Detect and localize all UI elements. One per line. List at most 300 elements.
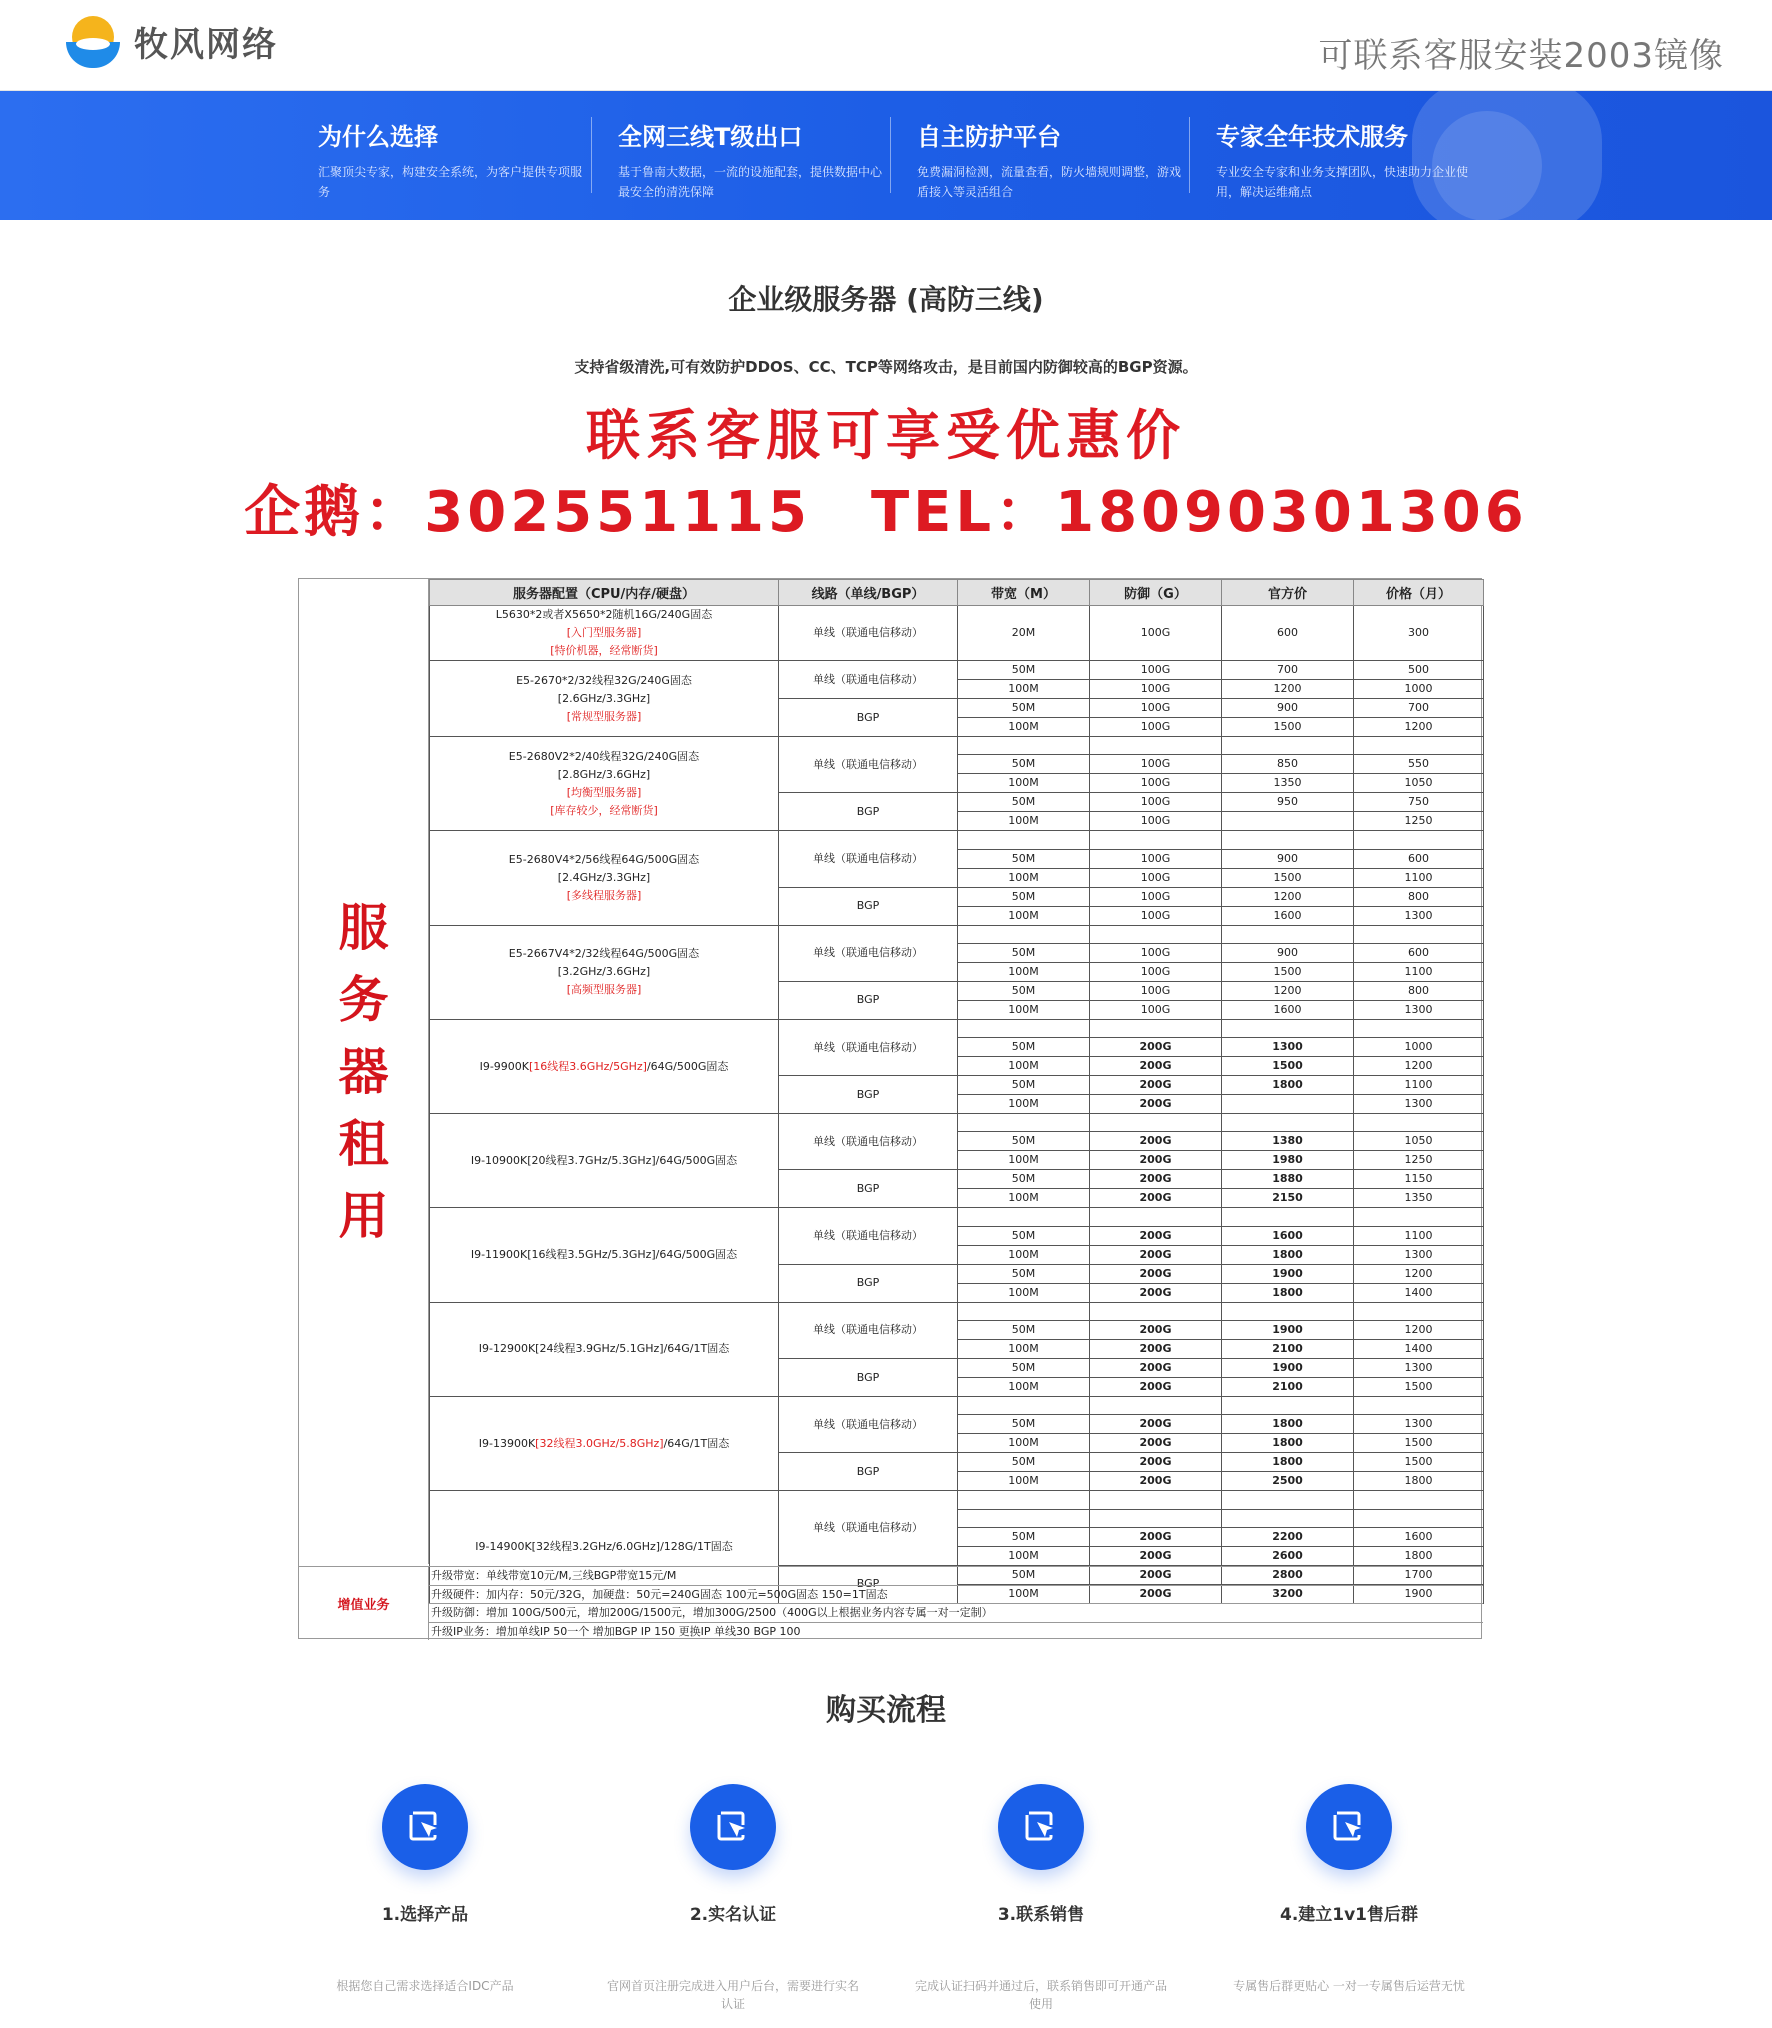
monthly-price: 1100 (1354, 1076, 1484, 1095)
bandwidth: 50M (958, 887, 1090, 906)
monthly-price: 500 (1354, 661, 1484, 680)
site-logo[interactable] (66, 14, 278, 68)
official-price: 850 (1222, 755, 1354, 774)
feature-desc: 汇聚顶尖专家，构建安全系统，为客户提供专项服务 (318, 165, 583, 199)
config-line: E5-2667V4*2/32线程64G/500G固态 (508, 947, 700, 961)
defense: 200G (1090, 1283, 1222, 1302)
defense (1090, 1019, 1222, 1037)
config-line: [3.2GHz/3.6GHz] (557, 965, 651, 979)
monthly-price: 1800 (1354, 1546, 1484, 1565)
process-step (270, 1784, 580, 1995)
monthly-price: 1200 (1354, 1057, 1484, 1076)
config-line: I9-14900K[32线程3.2GHz/6.0GHz]/128G/1T固态 (475, 1540, 733, 1554)
value-added-services (429, 1566, 1483, 1641)
defense: 200G (1090, 1038, 1222, 1057)
server-config (430, 1019, 779, 1113)
monthly-price: 1300 (1354, 1245, 1484, 1264)
step-button[interactable] (1306, 1784, 1392, 1870)
bandwidth: 50M (958, 1453, 1090, 1472)
monthly-price: 1300 (1354, 1415, 1484, 1434)
column-header: 带宽（M） (958, 580, 1090, 606)
monthly-price (1354, 831, 1484, 849)
feature-expert (1216, 117, 1486, 202)
bandwidth: 50M (958, 1226, 1090, 1245)
monthly-price: 1050 (1354, 1132, 1484, 1151)
bandwidth: 100M (958, 1584, 1090, 1603)
bandwidth: 100M (958, 1000, 1090, 1019)
defense: 200G (1090, 1057, 1222, 1076)
defense: 100G (1090, 755, 1222, 774)
vas-item: 升级IP业务：增加单线IP 50一个 增加BGP IP 150 更换IP 单线30 BGP 100 (431, 1624, 801, 1638)
defense: 100G (1090, 661, 1222, 680)
bandwidth: 50M (958, 1264, 1090, 1283)
defense: 200G (1090, 1378, 1222, 1397)
table-row (430, 1114, 1484, 1132)
config-line (430, 1058, 778, 1076)
bandwidth: 50M (958, 1170, 1090, 1189)
defense: 100G (1090, 793, 1222, 812)
official-price (1222, 737, 1354, 755)
section-title: 企业级服务器 (高防三线) (728, 283, 1044, 316)
config-spec: /64G/500G固态 (646, 1059, 729, 1073)
monthly-price: 1500 (1354, 1453, 1484, 1472)
defense: 200G (1090, 1359, 1222, 1378)
step-label: 3.联系销售 (997, 1905, 1085, 1925)
official-price: 1880 (1222, 1170, 1354, 1189)
official-price: 1900 (1222, 1359, 1354, 1378)
official-price: 1900 (1222, 1321, 1354, 1340)
config-spec: /64G/1T固态 (663, 1436, 730, 1450)
monthly-price: 1200 (1354, 1321, 1484, 1340)
server-table (429, 579, 1484, 1604)
defense: 100G (1090, 606, 1222, 661)
monthly-price: 1800 (1354, 1472, 1484, 1491)
defense: 100G (1090, 849, 1222, 868)
defense (1090, 831, 1222, 849)
feature-network (618, 117, 888, 202)
bandwidth: 100M (958, 1472, 1090, 1491)
step-label: 4.建立1v1售后群 (1279, 1905, 1419, 1925)
config-line: E5-2670*2/32线程32G/240G固态 (516, 673, 692, 687)
process-step (886, 1784, 1196, 2013)
cursor-click-icon (407, 1809, 443, 1845)
server-config (430, 661, 779, 737)
column-header: 防御（G） (1090, 580, 1222, 606)
defense: 100G (1090, 699, 1222, 718)
official-price: 1900 (1222, 1264, 1354, 1283)
config-line (430, 1435, 778, 1453)
bandwidth: 50M (958, 661, 1090, 680)
bandwidth (958, 1019, 1090, 1037)
monthly-price: 1250 (1354, 1151, 1484, 1170)
tel-contact[interactable]: TEL：18090301306 (870, 480, 1528, 545)
bandwidth (958, 831, 1090, 849)
table-row (430, 1208, 1484, 1226)
monthly-price: 600 (1354, 849, 1484, 868)
config-line: [库存较少，经常断货] (550, 803, 658, 817)
config-line: E5-2680V2*2/40线程32G/240G固态 (508, 749, 700, 763)
logo-sun-icon (66, 14, 120, 68)
monthly-price: 1100 (1354, 962, 1484, 981)
defense (1090, 737, 1222, 755)
official-price: 2100 (1222, 1378, 1354, 1397)
line-single: 单线（联通电信移动） (779, 606, 958, 661)
official-price (1222, 1397, 1354, 1415)
line-bgp: BGP (779, 1170, 958, 1208)
process-title: 购买流程 (826, 1693, 946, 1728)
defense: 200G (1090, 1189, 1222, 1208)
monthly-price: 1500 (1354, 1434, 1484, 1453)
defense (1090, 1509, 1222, 1527)
server-config (430, 1114, 779, 1208)
config-line: E5-2680V4*2/56线程64G/500G固态 (508, 852, 700, 866)
official-price (1222, 925, 1354, 943)
official-price: 950 (1222, 793, 1354, 812)
bandwidth: 50M (958, 1321, 1090, 1340)
config-line: [均衡型服务器] (566, 785, 642, 799)
official-price: 1600 (1222, 1000, 1354, 1019)
monthly-price: 700 (1354, 699, 1484, 718)
config-spec: [16线程3.6GHz/5GHz] (529, 1059, 647, 1073)
defense (1090, 1397, 1222, 1415)
defense: 100G (1090, 1000, 1222, 1019)
step-desc: 官网首页注册完成进入用户后台，需要进行实名认证 (606, 1979, 859, 2011)
official-price: 1800 (1222, 1283, 1354, 1302)
column-header: 官方价 (1222, 580, 1354, 606)
defense: 100G (1090, 868, 1222, 887)
official-price: 1800 (1222, 1415, 1354, 1434)
defense: 100G (1090, 774, 1222, 793)
bandwidth (958, 1397, 1090, 1415)
bandwidth: 50M (958, 1527, 1090, 1546)
table-row (430, 661, 1484, 680)
monthly-price (1354, 1302, 1484, 1320)
config-line: I9-10900K[20线程3.7GHz/5.3GHz]/64G/500G固态 (470, 1153, 738, 1167)
feature-desc: 基于鲁南大数据，一流的设施配套，提供数据中心最安全的清洗保障 (618, 165, 883, 199)
line-single: 单线（联通电信移动） (779, 831, 958, 887)
bandwidth (958, 1302, 1090, 1320)
table-row (430, 1019, 1484, 1037)
defense (1090, 1302, 1222, 1320)
official-price: 1500 (1222, 868, 1354, 887)
official-price: 1600 (1222, 906, 1354, 925)
bandwidth: 50M (958, 981, 1090, 1000)
defense (1090, 1491, 1222, 1509)
monthly-price: 1600 (1354, 1527, 1484, 1546)
config-line: [特价机器，经常断货] (550, 644, 658, 657)
monthly-price: 1700 (1354, 1565, 1484, 1584)
bandwidth: 50M (958, 699, 1090, 718)
bandwidth: 100M (958, 1340, 1090, 1359)
cursor-click-icon (1331, 1809, 1367, 1845)
line-single: 单线（联通电信移动） (779, 1019, 958, 1075)
official-price (1222, 1509, 1354, 1527)
bandwidth: 100M (958, 1245, 1090, 1264)
server-config (430, 1302, 779, 1396)
feature-desc: 免费漏洞检测，流量查看，防火墙规则调整，游戏盾接入等灵活组合 (917, 165, 1182, 199)
official-price: 2150 (1222, 1189, 1354, 1208)
defense: 200G (1090, 1264, 1222, 1283)
divider (890, 117, 891, 193)
line-bgp: BGP (779, 793, 958, 831)
defense: 200G (1090, 1245, 1222, 1264)
monthly-price (1354, 737, 1484, 755)
monthly-price: 1000 (1354, 680, 1484, 699)
official-price: 1200 (1222, 887, 1354, 906)
official-price: 900 (1222, 943, 1354, 962)
feature-desc: 专业安全专家和业务支撑团队，快速助力企业使用，解决运维痛点 (1216, 165, 1469, 199)
defense: 100G (1090, 718, 1222, 737)
bandwidth (958, 1208, 1090, 1226)
monthly-price: 1350 (1354, 1189, 1484, 1208)
feature-title: 专家全年技术服务 (1216, 123, 1408, 151)
monthly-price: 1250 (1354, 812, 1484, 831)
monthly-price: 1300 (1354, 1359, 1484, 1378)
monthly-price: 800 (1354, 887, 1484, 906)
feature-title: 全网三线T级出口 (618, 123, 803, 151)
monthly-price (1354, 1491, 1484, 1509)
column-header: 价格（月） (1354, 580, 1484, 606)
defense: 100G (1090, 943, 1222, 962)
step-desc: 专属售后群更贴心 一对一专属售后运营无忧 (1233, 1979, 1465, 1993)
config-line: [2.6GHz/3.3GHz] (557, 691, 651, 705)
line-bgp: BGP (779, 1453, 958, 1491)
defense: 100G (1090, 680, 1222, 699)
step-desc: 根据您自己需求选择适合IDC产品 (336, 1979, 514, 1993)
official-price: 900 (1222, 699, 1354, 718)
monthly-price: 550 (1354, 755, 1484, 774)
vas-item: 升级防御：增加 100G/500元，增加200G/1500元，增加300G/2500（400G以上根据业务内容专属一对一定制） (429, 1604, 1483, 1623)
bandwidth: 50M (958, 1359, 1090, 1378)
step-button[interactable] (690, 1784, 776, 1870)
defense (1090, 1208, 1222, 1226)
defense: 100G (1090, 887, 1222, 906)
bandwidth: 50M (958, 849, 1090, 868)
line-bgp: BGP (779, 699, 958, 737)
bandwidth (958, 737, 1090, 755)
official-price (1222, 1491, 1354, 1509)
divider (591, 117, 592, 193)
bandwidth: 100M (958, 1057, 1090, 1076)
monthly-price: 1200 (1354, 718, 1484, 737)
divider (1189, 117, 1190, 193)
monthly-price (1354, 1509, 1484, 1527)
bandwidth: 50M (958, 755, 1090, 774)
monthly-price: 1400 (1354, 1283, 1484, 1302)
monthly-price: 1050 (1354, 774, 1484, 793)
monthly-price: 600 (1354, 943, 1484, 962)
line-single: 单线（联通电信移动） (779, 1491, 958, 1566)
bandwidth: 50M (958, 1565, 1090, 1584)
official-price: 700 (1222, 661, 1354, 680)
pricing-table (298, 578, 1482, 1639)
official-price: 2200 (1222, 1527, 1354, 1546)
bandwidth: 100M (958, 962, 1090, 981)
monthly-price: 1150 (1354, 1170, 1484, 1189)
bandwidth: 100M (958, 1546, 1090, 1565)
promo-text: 联系客服可享受优惠价 (586, 404, 1186, 467)
defense: 200G (1090, 1546, 1222, 1565)
column-header: 线路（单线/BGP） (779, 580, 958, 606)
process-step (1194, 1784, 1504, 1995)
official-price (1222, 1302, 1354, 1320)
defense: 200G (1090, 1453, 1222, 1472)
defense: 200G (1090, 1321, 1222, 1340)
official-price: 2800 (1222, 1565, 1354, 1584)
defense: 200G (1090, 1076, 1222, 1095)
server-config (430, 1208, 779, 1302)
site-header (0, 0, 1772, 91)
monthly-price (1354, 1114, 1484, 1132)
table-row (430, 1302, 1484, 1320)
line-bgp: BGP (779, 981, 958, 1019)
official-price (1222, 1095, 1354, 1114)
defense: 200G (1090, 1565, 1222, 1584)
server-config (430, 606, 779, 661)
bandwidth: 100M (958, 718, 1090, 737)
step-button[interactable] (382, 1784, 468, 1870)
defense: 100G (1090, 962, 1222, 981)
bandwidth: 50M (958, 1132, 1090, 1151)
monthly-price: 1100 (1354, 1226, 1484, 1245)
defense: 200G (1090, 1132, 1222, 1151)
monthly-price (1354, 1208, 1484, 1226)
bandwidth: 100M (958, 868, 1090, 887)
bandwidth: 100M (958, 1151, 1090, 1170)
monthly-price (1354, 1019, 1484, 1037)
bandwidth (958, 1114, 1090, 1132)
defense (1090, 1114, 1222, 1132)
official-price: 1200 (1222, 680, 1354, 699)
official-price: 1350 (1222, 774, 1354, 793)
monthly-price (1354, 925, 1484, 943)
config-model: I9-13900K (478, 1436, 536, 1450)
line-single: 单线（联通电信移动） (779, 925, 958, 981)
official-price: 1500 (1222, 1057, 1354, 1076)
monthly-price: 1100 (1354, 868, 1484, 887)
official-price: 1500 (1222, 962, 1354, 981)
server-config (430, 925, 779, 1019)
official-price: 1980 (1222, 1151, 1354, 1170)
config-model: I9-9900K (479, 1059, 530, 1073)
defense: 200G (1090, 1434, 1222, 1453)
defense: 200G (1090, 1415, 1222, 1434)
server-config (430, 737, 779, 831)
defense: 200G (1090, 1340, 1222, 1359)
official-price: 1800 (1222, 1076, 1354, 1095)
table-row (430, 737, 1484, 755)
official-price: 1200 (1222, 981, 1354, 1000)
line-single: 单线（联通电信移动） (779, 661, 958, 699)
monthly-price: 1000 (1354, 1038, 1484, 1057)
config-line: [高频型服务器] (566, 983, 642, 997)
table-header-row (430, 580, 1484, 606)
vas-label: 增值业务 (299, 1566, 429, 1640)
config-line: I9-12900K[24线程3.9GHz/5.1GHz]/64G/1T固态 (478, 1342, 730, 1356)
column-header: 服务器配置（CPU/内存/硬盘） (430, 580, 779, 606)
monthly-price: 1400 (1354, 1340, 1484, 1359)
official-price: 1800 (1222, 1453, 1354, 1472)
feature-title: 自主防护平台 (917, 123, 1061, 151)
feature-title: 为什么选择 (318, 123, 438, 151)
official-price: 600 (1222, 606, 1354, 661)
official-price (1222, 1114, 1354, 1132)
official-price: 1500 (1222, 718, 1354, 737)
defense: 200G (1090, 1226, 1222, 1245)
bandwidth: 50M (958, 793, 1090, 812)
qq-contact[interactable]: 企鹅：302551115 (244, 480, 811, 545)
line-bgp: BGP (779, 887, 958, 925)
bandwidth: 50M (958, 1076, 1090, 1095)
step-label: 1.选择产品 (381, 1905, 469, 1925)
table-row (430, 1397, 1484, 1415)
cursor-click-icon (1023, 1809, 1059, 1845)
process-step (578, 1784, 888, 2013)
official-price (1222, 831, 1354, 849)
official-price: 2100 (1222, 1340, 1354, 1359)
table-row (430, 606, 1484, 661)
defense: 200G (1090, 1527, 1222, 1546)
monthly-price (1354, 1397, 1484, 1415)
monthly-price: 800 (1354, 981, 1484, 1000)
official-price: 2500 (1222, 1472, 1354, 1491)
defense: 200G (1090, 1170, 1222, 1189)
monthly-price: 1500 (1354, 1378, 1484, 1397)
bandwidth: 100M (958, 1378, 1090, 1397)
config-line: [2.8GHz/3.6GHz] (557, 767, 651, 781)
feature-banner (0, 91, 1772, 220)
config-spec: [32线程3.0GHz/5.8GHz] (535, 1436, 664, 1450)
table-row (430, 831, 1484, 849)
line-bgp: BGP (779, 1359, 958, 1397)
config-line: L5630*2或者X5650*2随机16G/240G固态 (495, 608, 713, 621)
config-line: [常规型服务器] (566, 709, 642, 723)
contact-info (0, 468, 1772, 548)
defense: 200G (1090, 1472, 1222, 1491)
table-row (430, 925, 1484, 943)
bandwidth: 20M (958, 606, 1090, 661)
monthly-price: 1200 (1354, 1264, 1484, 1283)
bandwidth: 100M (958, 774, 1090, 793)
server-config (430, 831, 779, 925)
step-label: 2.实名认证 (689, 1905, 777, 1925)
feature-why (318, 117, 588, 202)
table-sidebar (299, 579, 429, 1564)
bandwidth: 50M (958, 1415, 1090, 1434)
config-line: [多线程服务器] (566, 888, 642, 902)
cursor-click-icon (715, 1809, 751, 1845)
bandwidth: 100M (958, 680, 1090, 699)
bandwidth (958, 1491, 1090, 1509)
bandwidth: 100M (958, 1283, 1090, 1302)
official-price: 3200 (1222, 1584, 1354, 1603)
line-single: 单线（联通电信移动） (779, 1302, 958, 1358)
bandwidth: 100M (958, 1434, 1090, 1453)
bandwidth: 100M (958, 812, 1090, 831)
defense: 100G (1090, 981, 1222, 1000)
official-price: 900 (1222, 849, 1354, 868)
official-price: 1800 (1222, 1245, 1354, 1264)
step-button[interactable] (998, 1784, 1084, 1870)
line-single: 单线（联通电信移动） (779, 737, 958, 793)
official-price: 1300 (1222, 1038, 1354, 1057)
line-bgp: BGP (779, 1264, 958, 1302)
bandwidth: 100M (958, 1095, 1090, 1114)
monthly-price: 1300 (1354, 1095, 1484, 1114)
defense (1090, 925, 1222, 943)
line-bgp: BGP (779, 1565, 958, 1603)
bandwidth: 50M (958, 943, 1090, 962)
